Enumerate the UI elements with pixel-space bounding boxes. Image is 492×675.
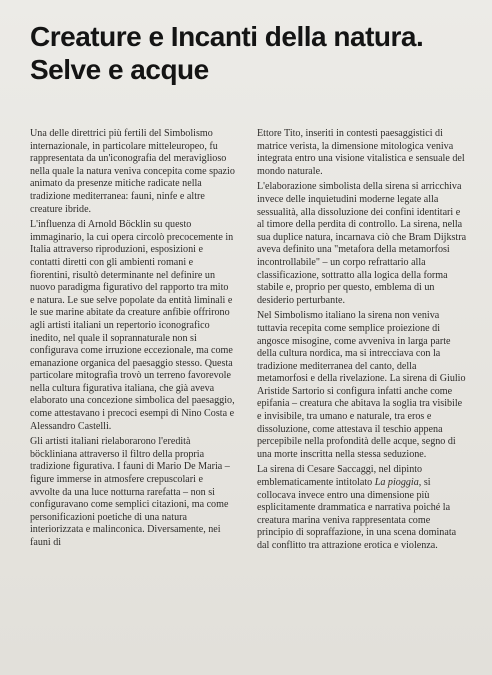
paragraph: Gli artisti italiani rielaborarono l'eredità böckliniana attraverso il filtro della propria tradizione figurativa. I fauni di Mario De Maria – figure immerse in atmosfere crepuscolari e avvolte da una luce notturna rarefatta – non si configuravano come semplici citazioni, ma come personificazioni poetiche di una natura interiorizzata e malinconica. Diversamente, nei fauni di	[30, 436, 230, 548]
paragraph-text: La sirena di Cesare Saccaggi, nel dipinto emblematicamente intitolato	[257, 464, 423, 489]
text-column-left	[30, 128, 235, 553]
text-column-right	[257, 128, 469, 556]
artwork-title: La pioggia	[374, 477, 419, 489]
paragraph: L'elaborazione simbolista della sirena si arricchiva invece delle inquietudini moderne legate alla sessualità, alla dissoluzione dei confini identitari e al timore della perdita di controllo. La sirena, nella sua duplice natura, incarnava ciò che Bram Dijkstra aveva definito una "metafora della metamorfosi incontrollabile" – un corpo refrattario alla classificazione, sottratto alla logica della forma stabile e, proprio per questo, emblema di un desiderio perturbante.	[257, 181, 467, 306]
paragraph-text: , si collocava invece entro una dimensione più esplicitamente drammatica e narrativa poiché la creatura marina veniva rappresentata come principio di sopraffazione, in una scena dominata dal conflitto tra attrazione erotica e violenza.	[257, 477, 457, 551]
paragraph: Una delle direttrici più fertili del Simbolismo internazionale, in particolare mitteleuropeo, fu rappresentata da un'iconografia del meraviglioso nella quale la natura veniva concepita come spazio animato da presenze mitiche radicate nella tradizione mediterranea: fauni, ninfe e altre creature ibride.	[30, 128, 235, 215]
paragraph	[257, 464, 469, 552]
page-title: Creature e Incanti della natura. Selve e acque	[30, 21, 424, 85]
paragraph: Nel Simbolismo italiano la sirena non veniva tuttavia recepita come semplice proiezione di angosce misogine, come avveniva in larga parte della cultura nordica, ma si intrecciava con la tradizione mediterranea del canto, della metamorfosi e della rivelazione. La sirena di Giulio Aristide Sartorio si configura infatti anche come epifania – creatura che abitava la soglia tra visibile e invisibile, tra umano e naturale, tra eros e dissoluzione, come attestava il teschio appena percepibile nella profondità delle acque, segno di una morte inscritta nella stessa seduzione.	[257, 310, 466, 460]
paragraph: L'influenza di Arnold Böcklin su questo immaginario, la cui opera circolò precocemente in Italia attraverso riproduzioni, esposizioni e contatti diretti con gli ambienti romani e fiorentini, risultò determinante nel definire un nuovo paradigma figurativo del rapporto tra mito e natura. Le sue selve popolate da entità liminali e le sue marine abitate da creature anfibie offrirono agli artisti italiani un repertorio iconografico inedito, nel quale il soprannaturale non si configurava come irruzione eccezionale, ma come emanazione organica del paesaggio stesso. Questa particolare mitografia trovò un terreno favorevole nella cultura figurativa italiana, che già aveva elaborato una concezione simbolica del paesaggio, come attestavano i precoci esempi di Nino Costa e Alessandro Castelli.	[30, 219, 235, 432]
paragraph: Ettore Tito, inseriti in contesti paesaggistici di matrice verista, la dimensione mitologica veniva integrata entro una visione vitalistica e sensuale del mondo naturale.	[257, 128, 465, 177]
